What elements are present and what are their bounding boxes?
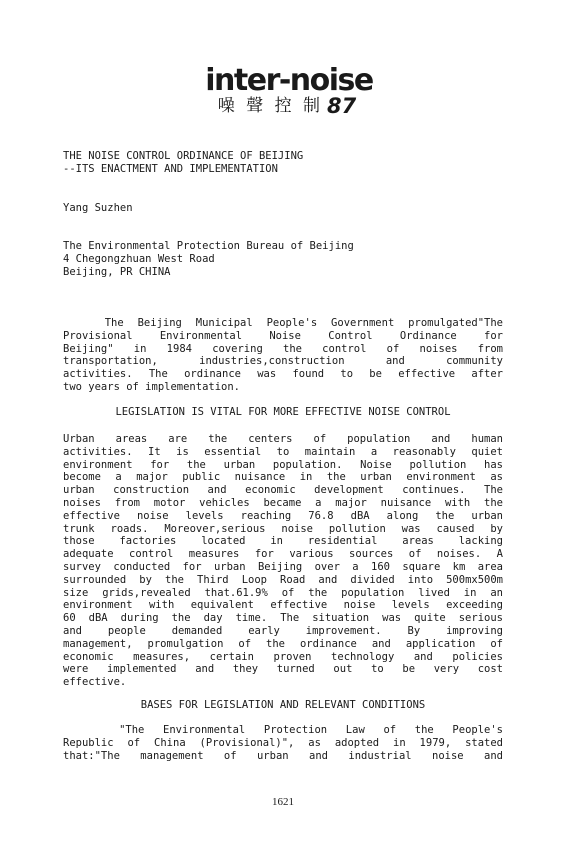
body-line: survey conducted for urban Beijing over a 160 square km area <box>63 560 503 573</box>
body-line: activities. It is essential to maintain a reasonably quiet <box>63 445 503 458</box>
body-line: noises from motor vehicles became a major nuisance with the <box>63 496 503 509</box>
body-line: surrounded by the Third Loop Road and divided into 500mx500m <box>63 573 503 586</box>
logo-wordmark: inter-noise <box>205 63 373 98</box>
section-heading-bases: BASES FOR LEGISLATION AND RELEVANT CONDITIONS <box>140 699 426 711</box>
abstract-line: activities. The ordinance was found to be effective after <box>63 368 503 381</box>
abstract-line: The Beijing Municipal People's Government promulgated"The <box>63 317 504 329</box>
conference-logo <box>0 63 566 118</box>
body-line: and people demanded early improvement. By improving <box>63 624 503 637</box>
paper-title <box>63 150 503 176</box>
body-line: size grids,revealed that.61.9% of the population lived in an <box>63 586 503 599</box>
body-line: management, promulgation of the ordinance and application of <box>63 637 503 650</box>
section-heading-legislation: LEGISLATION IS VITAL FOR MORE EFFECTIVE NOISE CONTROL <box>115 406 451 418</box>
abstract-line: Beijing" in 1984 covering the control of noises from <box>63 342 503 355</box>
author-name: Yang Suzhen <box>63 202 133 214</box>
body-line: trunk roads. Moreover,serious noise pollution was caused by <box>63 522 503 535</box>
body-line: that:"The management of urban and industrial noise and <box>63 749 503 762</box>
body-line: economic measures, certain proven technology and policies <box>63 650 503 663</box>
abstract <box>63 317 503 394</box>
body-line: 60 dBA during the day time. The situation was quite serious <box>63 612 503 625</box>
abstract-line: two years of implementation. <box>63 380 241 393</box>
page-number: 1621 <box>272 796 294 808</box>
body-line: "The Environmental Protection Law of the People's <box>63 724 503 736</box>
logo-subtitle <box>4 96 566 116</box>
title-line: THE NOISE CONTROL ORDINANCE OF BEIJING <box>63 150 304 162</box>
section-body-bases <box>63 724 503 762</box>
abstract-line: transportation, industries,construction and community <box>63 355 503 368</box>
logo-year: 87 <box>326 94 357 118</box>
section-body-legislation <box>63 433 503 689</box>
body-line: adequate control measures for various sources of noises. A <box>63 548 503 561</box>
body-line: urban construction and economic development continues. The <box>63 484 503 497</box>
affiliation-line: 4 Chegongzhuan West Road <box>63 252 215 265</box>
body-line: effective. <box>63 676 127 689</box>
body-line: environment with equivalent effective noise levels exceeding <box>63 599 503 612</box>
abstract-line: Provisional Environmental Noise Control Ordinance for <box>63 329 503 342</box>
affiliation-line: Beijing, PR CHINA <box>63 265 171 278</box>
affiliation-line: The Environmental Protection Bureau of Beijing <box>63 240 354 252</box>
body-line: environment for the urban population. Noise pollution has <box>63 458 503 471</box>
body-line: were implemented and they turned out to be very cost <box>63 663 503 676</box>
body-line: Urban areas are the centers of population and human <box>63 433 503 445</box>
title-line: --ITS ENACTMENT AND IMPLEMENTATION <box>63 162 278 175</box>
body-line: Republic of China (Provisional)", as adopted in 1979, stated <box>63 736 503 749</box>
affiliation <box>63 240 503 278</box>
body-line: become a major public nuisance in the urban environment as <box>63 471 503 484</box>
body-line: those factories located in residential areas lacking <box>63 535 503 548</box>
logo-chinese-text: 噪 聲 控 制 <box>217 96 323 116</box>
body-line: effective noise levels reaching 76.8 dBA along the urban <box>63 509 503 522</box>
